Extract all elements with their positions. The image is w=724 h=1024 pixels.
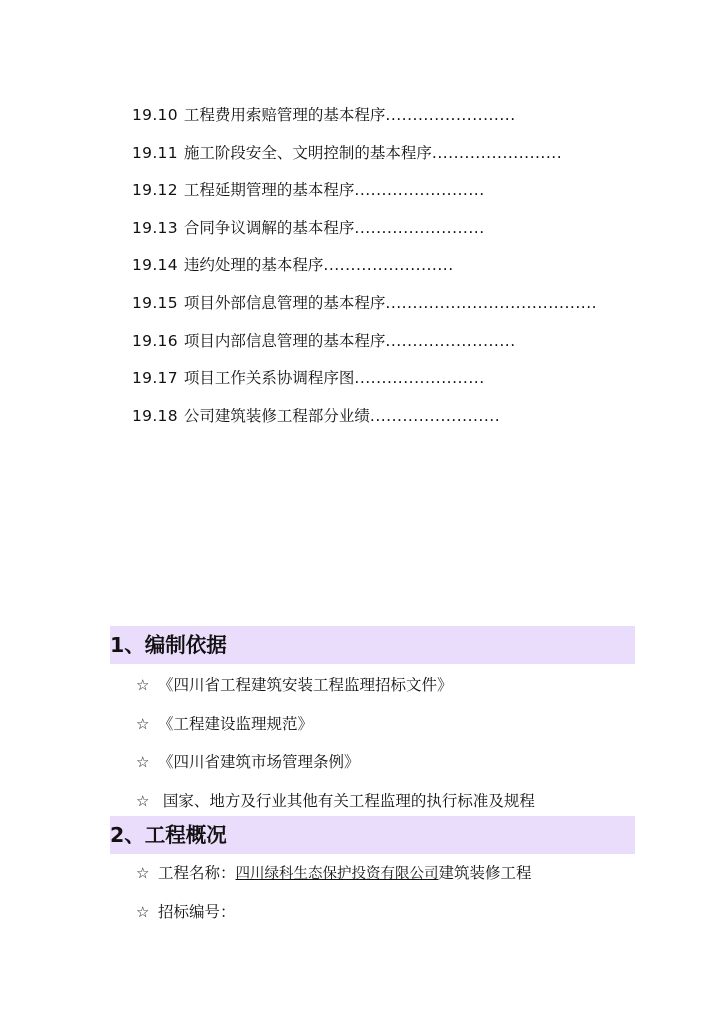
toc-item-leader: ....................................... — [385, 293, 598, 312]
section-number: 1、 — [110, 633, 145, 657]
project-name-suffix: 建筑装修工程 — [438, 864, 532, 882]
toc-item-number: 19.18 — [132, 406, 178, 425]
star-icon: ☆ — [136, 902, 150, 921]
toc-item-title: 项目外部信息管理的基本程序 — [183, 293, 386, 312]
toc-item-number: 19.16 — [132, 331, 178, 350]
table-of-contents — [132, 103, 652, 441]
toc-item[interactable] — [132, 103, 652, 141]
toc-item-number: 19.13 — [132, 218, 178, 237]
toc-item-number: 19.17 — [132, 369, 178, 388]
star-icon: ☆ — [136, 714, 150, 733]
toc-item[interactable] — [132, 253, 652, 291]
toc-item[interactable] — [132, 404, 652, 442]
toc-item-leader: ........................ — [354, 181, 485, 200]
list-item-text: 国家、地方及行业其他有关工程监理的执行标准及规程 — [158, 791, 535, 810]
overview-list — [136, 861, 636, 938]
toc-item-title: 违约处理的基本程序 — [183, 256, 324, 275]
toc-item-leader: ........................ — [385, 106, 516, 124]
section-number: 2、 — [110, 823, 145, 847]
toc-item-number: 19.10 — [132, 106, 178, 124]
basis-list — [136, 673, 636, 827]
toc-item-leader: ........................ — [431, 143, 563, 162]
list-item-text: 《工程建设监理规范》 — [158, 714, 314, 733]
toc-item-title: 项目工作关系协调程序图 — [183, 369, 355, 388]
list-item — [136, 750, 636, 789]
list-item — [136, 900, 636, 939]
list-item — [136, 673, 636, 712]
toc-item[interactable] — [132, 141, 652, 179]
star-icon: ☆ — [136, 676, 150, 694]
toc-item-number: 19.14 — [132, 256, 178, 275]
toc-item[interactable] — [132, 178, 652, 216]
list-item-text: 《四川省建筑市场管理条例》 — [158, 753, 360, 771]
bid-number-label: 招标编号： — [158, 902, 236, 921]
toc-item[interactable] — [132, 366, 652, 404]
toc-item-number: 19.12 — [132, 181, 178, 200]
toc-item-title: 项目内部信息管理的基本程序 — [183, 331, 386, 350]
toc-item-leader: ........................ — [354, 369, 485, 388]
toc-item-leader: ........................ — [323, 256, 454, 275]
toc-item-title: 合同争议调解的基本程序 — [183, 218, 355, 237]
section-title: 工程概况 — [144, 823, 227, 847]
section-title: 编制依据 — [144, 633, 227, 657]
toc-item[interactable] — [132, 291, 652, 329]
toc-item-title: 施工阶段安全、文明控制的基本程序 — [183, 143, 432, 162]
toc-item-title: 工程延期管理的基本程序 — [183, 181, 355, 200]
toc-item-leader: ........................ — [354, 218, 485, 237]
toc-item-title: 公司建筑装修工程部分业绩 — [183, 406, 370, 425]
list-item — [136, 712, 636, 751]
toc-item-leader: ........................ — [385, 331, 516, 350]
toc-item[interactable] — [132, 329, 652, 367]
star-icon: ☆ — [136, 864, 150, 882]
project-company-name: 四川绿科生态保护投资有限公司 — [235, 866, 439, 882]
list-item — [136, 861, 636, 900]
toc-item-title: 工程费用索赔管理的基本程序 — [183, 106, 386, 124]
star-icon: ☆ — [136, 791, 150, 810]
toc-item-leader: ........................ — [369, 406, 501, 425]
toc-item-number: 19.11 — [132, 143, 178, 162]
toc-item-number: 19.15 — [132, 293, 178, 312]
project-name-label: 工程名称： — [158, 864, 236, 882]
list-item-text: 《四川省工程建筑安装工程监理招标文件》 — [158, 676, 453, 694]
section-heading-basis — [110, 626, 635, 664]
toc-item[interactable] — [132, 216, 652, 254]
section-heading-overview — [110, 816, 635, 854]
star-icon: ☆ — [136, 753, 150, 771]
